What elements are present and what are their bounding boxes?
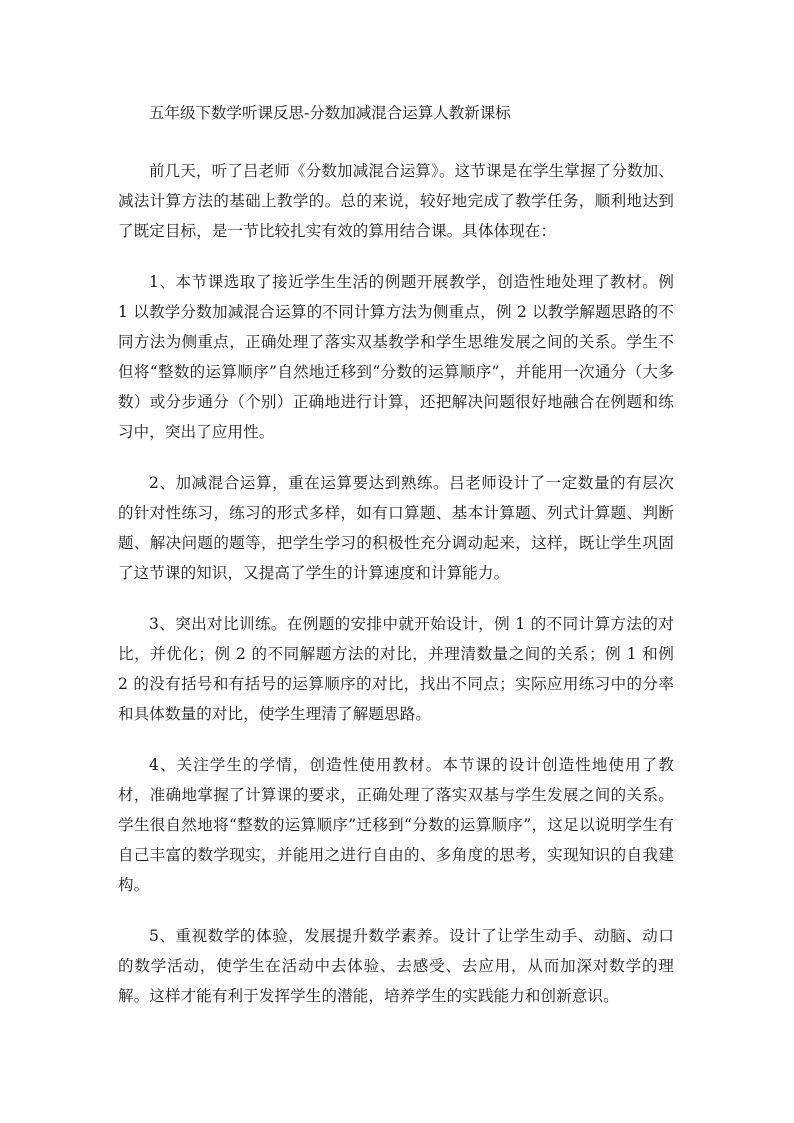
paragraph-point-4: 4、关注学生的学情，创造性使用教材。本节课的设计创造性地使用了教材，准确地掌握了计算课的要求，正确处理了落实双基与学生发展之间的关系。学生很自然地将“整数的运算顺序”迁移到“分数的运算顺序”，这足以说明学生有自己丰富的数学现实，并能用之进行自由的、多角度的思考，实现知识的自我建构。: [118, 756, 674, 894]
paragraph-intro: 前几天，听了吕老师《分数加减混合运算》。这节课是在学生掌握了分数加、减法计算方法的基础上教学的。总的来说，较好地完成了教学任务，顺利地达到了既定目标，是一节比较扎实有效的算用结合课。具体体现在：: [118, 162, 674, 240]
document-body: [118, 99, 674, 1032]
paragraph-point-3: 3、突出对比训练。在例题的安排中就开始设计，例 1 的不同计算方法的对比，并优化；例 2 的不同解题方法的对比，并理清数量之间的关系；例 1 和例 2 的没有括号和有括号的运算顺序的对比，找出不同点；实际应用练习中的分率和具体数量的对比，使学生理清了解题思路。: [118, 615, 674, 723]
paragraph-point-5: 5、重视数学的体验，发展提升数学素养。设计了让学生动手、动脑、动口的数学活动，使学生在活动中去体验、去感受、去应用，从而加深对数学的理解。这样才能有利于发挥学生的潜能，培养学生的实践能力和创新意识。: [118, 927, 674, 1005]
document-title: 五年级下数学听课反思-分数加减混合运算人教新课标: [149, 104, 511, 122]
paragraph-point-1: 1、本节课选取了接近学生生活的例题开展教学，创造性地处理了教材。例 1 以教学分数加减混合运算的不同计算方法为侧重点，例 2 以教学解题思路的不同方法为侧重点，正确处理了落实双基教学和学生思维发展之间的关系。学生不但将“整数的运算顺序”自然地迁移到“分数的运算顺序”，并能用一次通分（大多数）或分步通分（个别）正确地进行计算，还把解决问题很好地融合在例题和练习中，突出了应用性。: [118, 273, 674, 441]
paragraph-point-2: 2、加减混合运算，重在运算要达到熟练。吕老师设计了一定数量的有层次的针对性练习，练习的形式多样，如有口算题、基本计算题、列式计算题、判断题、解决问题的题等，把学生学习的积极性充分调动起来，这样，既让学生巩固了这节课的知识，又提高了学生的计算速度和计算能力。: [118, 474, 674, 582]
